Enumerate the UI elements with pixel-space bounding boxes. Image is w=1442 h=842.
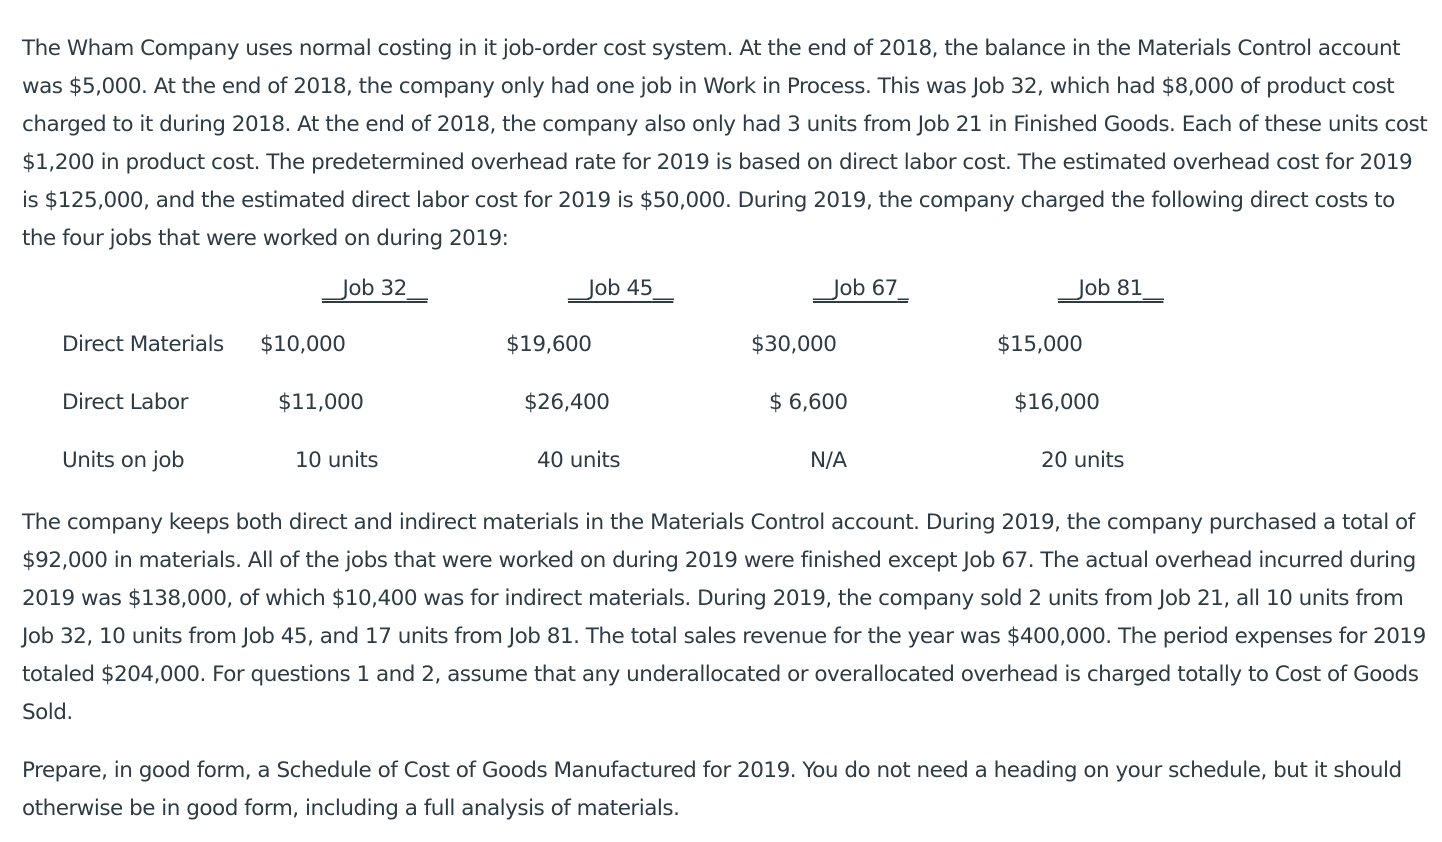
instruction-paragraph: Prepare, in good form, a Schedule of Cost of Goods Manufactured for 2019. You do not need a heading on your schedule, but it should otherwise be in good form, including a full analysis of materials.: [22, 758, 1402, 821]
row-label-units-on-job: Units on job: [62, 448, 185, 473]
header-job-67: __Job 67_: [813, 276, 909, 301]
intro-paragraph: The Wham Company uses normal costing in it job-order cost system. At the end of 2018, the balance in the Materials Control account was $5,000. At the end of 2018, the company only had one job in Work in Process. This was Job 32, which had $8,000 of product cost charged to it during 2018. At the end of 2018, the company also only had 3 units from Job 21 in Finished Goods. Each of these units cost $1,200 in product cost. The predetermined overhead rate for 2019 is based on direct labor cost. The estimated overhead cost for 2019 is $125,000, and the estimated direct labor cost for 2019 is $50,000. During 2019, the company charged the following direct costs to the four jobs that were worked on during 2019:: [22, 36, 1428, 251]
header-job-81: __Job 81__: [1058, 276, 1164, 301]
cell-units-job-32: 10 units: [295, 448, 379, 473]
row-label-direct-labor: Direct Labor: [62, 390, 189, 415]
cell-dl-job-81: $16,000: [1014, 390, 1100, 415]
row-label-direct-materials: Direct Materials: [62, 332, 224, 357]
cell-units-job-45: 40 units: [537, 448, 621, 473]
cell-dm-job-67: $30,000: [751, 332, 837, 357]
cell-dm-job-32: $10,000: [260, 332, 346, 357]
job-cost-table: [22, 258, 1434, 504]
cell-dl-job-32: $11,000: [278, 390, 364, 415]
cell-dl-job-67: $ 6,600: [769, 390, 848, 415]
cell-dm-job-45: $19,600: [506, 332, 592, 357]
cell-units-job-67: N/A: [810, 448, 847, 473]
cell-dl-job-45: $26,400: [524, 390, 610, 415]
problem-text: [22, 30, 1434, 828]
cell-dm-job-81: $15,000: [997, 332, 1083, 357]
cell-units-job-81: 20 units: [1041, 448, 1125, 473]
header-job-32: __Job 32__: [322, 276, 428, 301]
body-paragraph: The company keeps both direct and indirect materials in the Materials Control account. During 2019, the company purchased a total of $92,000 in materials. All of the jobs that were worked on during 2019 were finished except Job 67. The actual overhead incurred during 2019 was $138,000, of which $10,400 was for indirect materials. During 2019, the company sold 2 units from Job 21, all 10 units from Job 32, 10 units from Job 45, and 17 units from Job 81. The total sales revenue for the year was $400,000. The period expenses for 2019 totaled $204,000. For questions 1 and 2, assume that any underallocated or overallocated overhead is charged totally to Cost of Goods Sold.: [22, 510, 1426, 725]
header-job-45: __Job 45__: [568, 276, 674, 301]
